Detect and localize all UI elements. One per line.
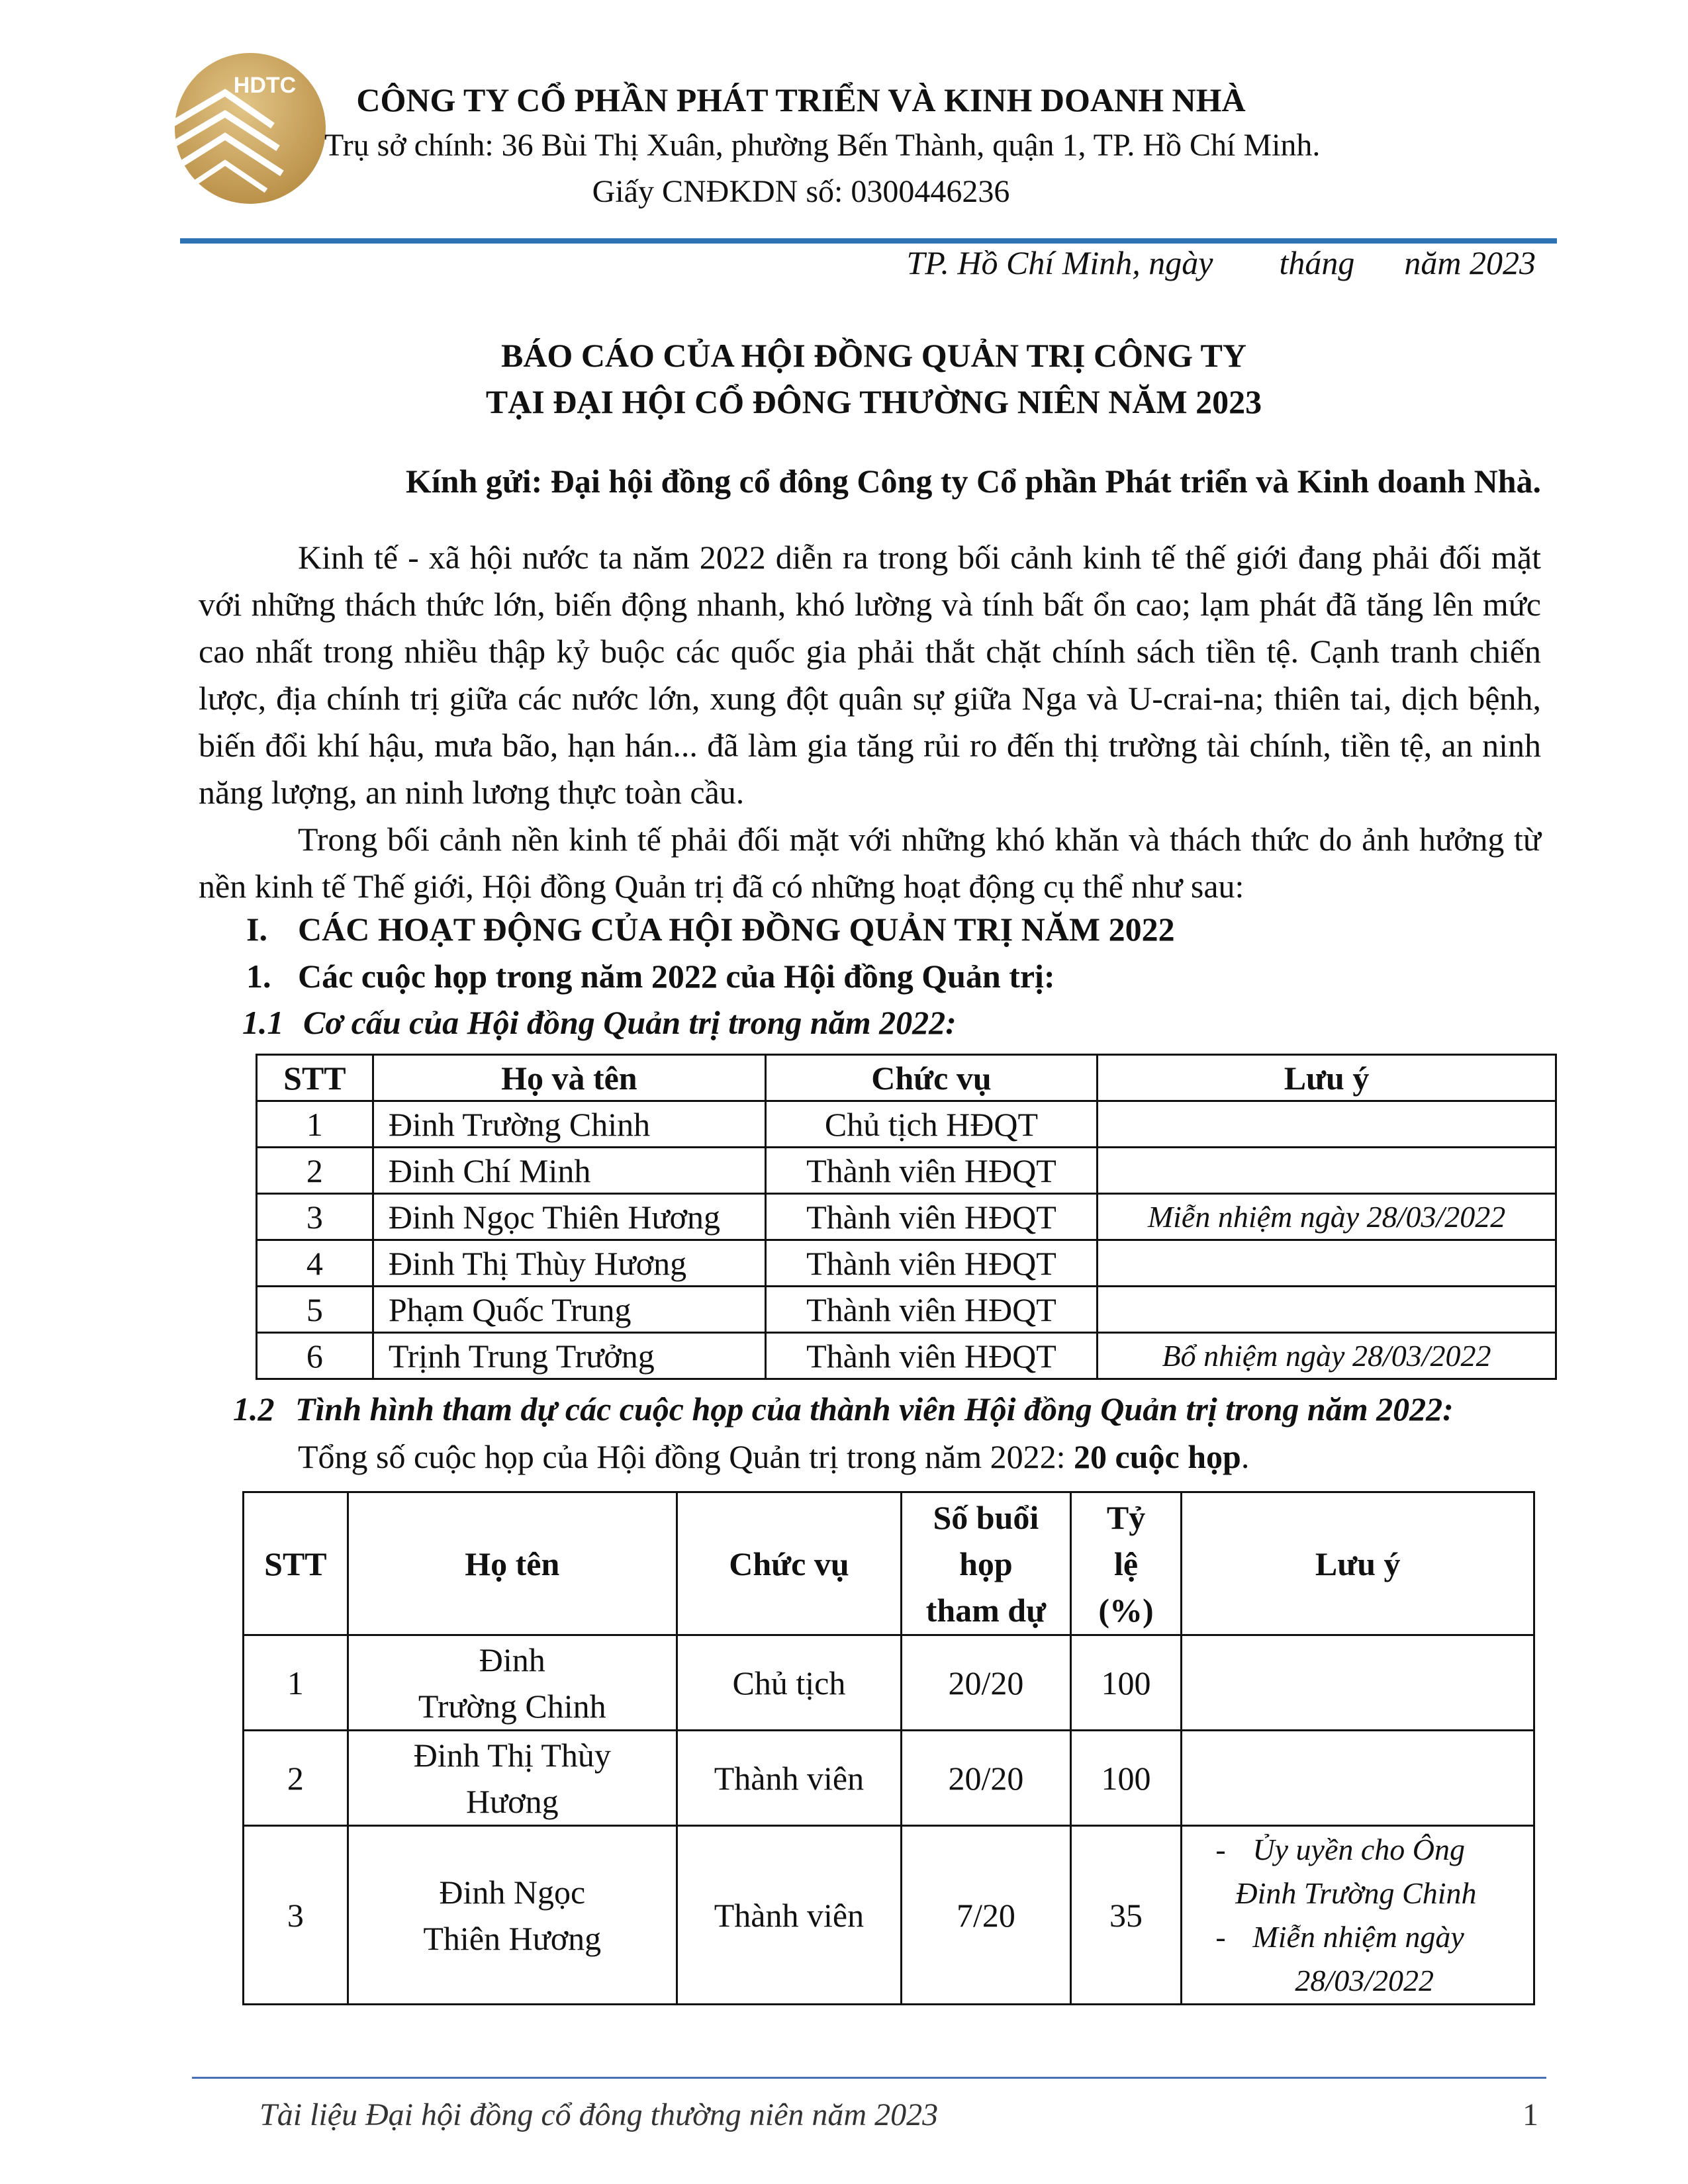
- header-line: lệ: [1114, 1545, 1139, 1582]
- paragraph-text: Trong bối cảnh nền kinh tế phải đối mặt với những khó khăn và thách thức do ảnh hưởng từ nền kinh tế Thế giới, Hội đồng Quản trị đã có những hoạt động cụ thể như sau:: [199, 821, 1541, 905]
- name-cell: Phạm Quốc Trung: [373, 1287, 765, 1333]
- header-divider: [180, 238, 1557, 244]
- name-cell: Đinh Thị Thùy Hương: [373, 1240, 765, 1287]
- role-cell: Thành viên: [677, 1731, 901, 1826]
- table-row: [244, 1635, 1534, 1731]
- header-line: (%): [1098, 1591, 1154, 1629]
- section-number: 1.2: [233, 1390, 275, 1428]
- logo-text: HDTC: [233, 73, 297, 98]
- header-cell: Lưu ý: [1098, 1055, 1556, 1101]
- role-cell: Thành viên HĐQT: [765, 1240, 1097, 1287]
- paragraph-text: Kinh tế - xã hội nước ta năm 2022 diễn ra trong bối cảnh kinh tế thế giới đang phải đối mặt với những thách thức lớn, biến động nhanh, khó lường và tính bất ổn cao; lạm phát đã tăng lên mức cao nhất trong nhiều thập kỷ buộc các quốc gia phải thắt chặt chính sách tiền tệ. Cạnh tranh chiến lược, địa chính trị giữa các nước lớn, xung đột quân sự giữa Nga và U-crai-na; thiên tai, dịch bệnh, biến đổi khí hậu, mưa bão, hạn hán... đã làm gia tăng rủi ro đến thị trường tài chính, tiền tệ, an ninh năng lượng, an ninh lương thực toàn cầu.: [199, 539, 1541, 811]
- name-cell: [348, 1635, 677, 1731]
- paragraph-economy: [199, 534, 1541, 816]
- section-title: CÁC HOẠT ĐỘNG CỦA HỘI ĐỒNG QUẢN TRỊ NĂM 2022: [298, 911, 1175, 948]
- note-cell: [1182, 1826, 1534, 2005]
- sessions-cell: 20/20: [902, 1731, 1071, 1826]
- note-item: [1215, 1915, 1533, 1959]
- rate-cell: 35: [1070, 1826, 1182, 2005]
- business-license: Giấy CNĐKDN số: 0300446236: [592, 174, 1010, 209]
- name-line: Thiên Hương: [423, 1919, 602, 1957]
- header-cell: STT: [257, 1055, 373, 1101]
- stt-cell: 2: [244, 1731, 348, 1826]
- section-title: Các cuộc họp trong năm 2022 của Hội đồng Quản trị:: [298, 958, 1055, 995]
- stt-cell: 4: [257, 1240, 373, 1287]
- company-logo: [173, 52, 327, 205]
- note-text-cont: Đinh Trường Chinh: [1235, 1876, 1477, 1910]
- name-line: Hương: [465, 1782, 559, 1820]
- note-text: Miễn nhiệm ngày: [1252, 1919, 1464, 1954]
- note-cell: Bổ nhiệm ngày 28/03/2022: [1098, 1333, 1556, 1379]
- footer-text: Tài liệu Đại hội đồng cổ đông thường niên năm 2023: [259, 2097, 939, 2132]
- footer-divider: [192, 2077, 1546, 2079]
- stt-cell: 1: [257, 1101, 373, 1148]
- table-row: [244, 1826, 1534, 2005]
- board-structure-table: [256, 1054, 1557, 1380]
- section-heading-1-1: [242, 1003, 957, 1042]
- name-line: Đinh: [479, 1641, 545, 1678]
- note-text-cont: 28/03/2022: [1295, 1963, 1434, 1997]
- header-cell: Chức vụ: [677, 1492, 901, 1635]
- name-line: Đinh Thị Thùy: [413, 1736, 611, 1774]
- report-title-line1: BÁO CÁO CỦA HỘI ĐỒNG QUẢN TRỊ CÔNG TY: [500, 337, 1247, 374]
- stt-cell: 6: [257, 1333, 373, 1379]
- header-line: Tỷ: [1106, 1498, 1146, 1536]
- note-cell: [1182, 1731, 1534, 1826]
- role-cell: Thành viên HĐQT: [765, 1287, 1097, 1333]
- header-line: họp: [959, 1545, 1013, 1582]
- note-cell: [1098, 1240, 1556, 1287]
- header-cell: Chức vụ: [765, 1055, 1097, 1101]
- dateline: TP. Hồ Chí Minh, ngày tháng năm 2023: [906, 244, 1536, 281]
- total-meetings-prefix: Tổng số cuộc họp của Hội đồng Quản trị trong năm 2022:: [298, 1438, 1074, 1475]
- section-number: 1.: [246, 958, 271, 995]
- note-cell: [1182, 1635, 1534, 1731]
- note-item: [1215, 1828, 1533, 1872]
- header-cell: [902, 1492, 1071, 1635]
- table-row: [244, 1731, 1534, 1826]
- hdtc-logo-icon: [173, 52, 327, 205]
- table-row: [257, 1148, 1556, 1194]
- section-heading-1: [246, 957, 1055, 995]
- role-cell: Chủ tịch HĐQT: [765, 1101, 1097, 1148]
- stt-cell: 3: [257, 1194, 373, 1240]
- sessions-cell: 7/20: [902, 1826, 1071, 2005]
- header-cell: Họ tên: [348, 1492, 677, 1635]
- header-cell: STT: [244, 1492, 348, 1635]
- header-cell: [1070, 1492, 1182, 1635]
- company-name: CÔNG TY CỔ PHẦN PHÁT TRIỂN VÀ KINH DOANH NHÀ: [356, 81, 1246, 118]
- table-row: [257, 1240, 1556, 1287]
- role-cell: Thành viên: [677, 1826, 901, 2005]
- name-line: Đinh Ngọc: [439, 1873, 586, 1911]
- company-address: Trụ sở chính: 36 Bùi Thị Xuân, phường Bến Thành, quận 1, TP. Hồ Chí Minh.: [324, 128, 1321, 163]
- rate-cell: 100: [1070, 1731, 1182, 1826]
- header-line: tham dự: [925, 1591, 1047, 1629]
- sessions-cell: 20/20: [902, 1635, 1071, 1731]
- stt-cell: 2: [257, 1148, 373, 1194]
- total-meetings-line: [298, 1437, 1249, 1476]
- role-cell: Thành viên HĐQT: [765, 1148, 1097, 1194]
- name-cell: Đinh Trường Chinh: [373, 1101, 765, 1148]
- attendance-table: [242, 1491, 1535, 2005]
- name-cell: Đinh Chí Minh: [373, 1148, 765, 1194]
- note-cell: [1098, 1287, 1556, 1333]
- report-title-line2: TẠI ĐẠI HỘI CỔ ĐÔNG THƯỜNG NIÊN NĂM 2023: [485, 383, 1262, 420]
- role-cell: Thành viên HĐQT: [765, 1333, 1097, 1379]
- note-cell: [1098, 1148, 1556, 1194]
- note-text: Ủy uyền cho Ông: [1252, 1832, 1466, 1866]
- name-line: Trường Chinh: [418, 1687, 606, 1725]
- section-number: 1.1: [242, 1004, 284, 1041]
- name-cell: [348, 1731, 677, 1826]
- note-cell: Miễn nhiệm ngày 28/03/2022: [1098, 1194, 1556, 1240]
- section-title: Cơ cấu của Hội đồng Quản trị trong năm 2022:: [303, 1004, 957, 1041]
- stt-cell: 1: [244, 1635, 348, 1731]
- table-row: [257, 1194, 1556, 1240]
- section-number: I.: [246, 911, 267, 948]
- header-cell: Lưu ý: [1182, 1492, 1534, 1635]
- note-dash: -: [1215, 1919, 1226, 1954]
- table-header-row: [244, 1492, 1534, 1635]
- addressee: Kính gửi: Đại hội đồng cổ đông Công ty Cổ phần Phát triển và Kinh doanh Nhà.: [405, 463, 1541, 500]
- stt-cell: 3: [244, 1826, 348, 2005]
- header-cell: Họ và tên: [373, 1055, 765, 1101]
- table-row: [257, 1101, 1556, 1148]
- stt-cell: 5: [257, 1287, 373, 1333]
- table-header-row: [257, 1055, 1556, 1101]
- name-cell: Trịnh Trung Trưởng: [373, 1333, 765, 1379]
- section-title: Tình hình tham dự các cuộc họp của thành viên Hội đồng Quản trị trong năm 2022:: [295, 1390, 1454, 1428]
- note-dash: -: [1215, 1832, 1226, 1866]
- note-cell: [1098, 1101, 1556, 1148]
- name-cell: Đinh Ngọc Thiên Hương: [373, 1194, 765, 1240]
- total-meetings-value: 20 cuộc họp: [1074, 1438, 1241, 1475]
- section-heading-I: [246, 910, 1175, 948]
- table-row: [257, 1333, 1556, 1379]
- table-row: [257, 1287, 1556, 1333]
- paragraph-context: [199, 816, 1541, 910]
- role-cell: Thành viên HĐQT: [765, 1194, 1097, 1240]
- rate-cell: 100: [1070, 1635, 1182, 1731]
- section-heading-1-2: [233, 1390, 1454, 1428]
- page-number: 1: [1523, 2097, 1538, 2132]
- name-cell: [348, 1826, 677, 2005]
- role-cell: Chủ tịch: [677, 1635, 901, 1731]
- total-meetings-suffix: .: [1241, 1438, 1250, 1475]
- header-line: Số buổi: [933, 1498, 1039, 1536]
